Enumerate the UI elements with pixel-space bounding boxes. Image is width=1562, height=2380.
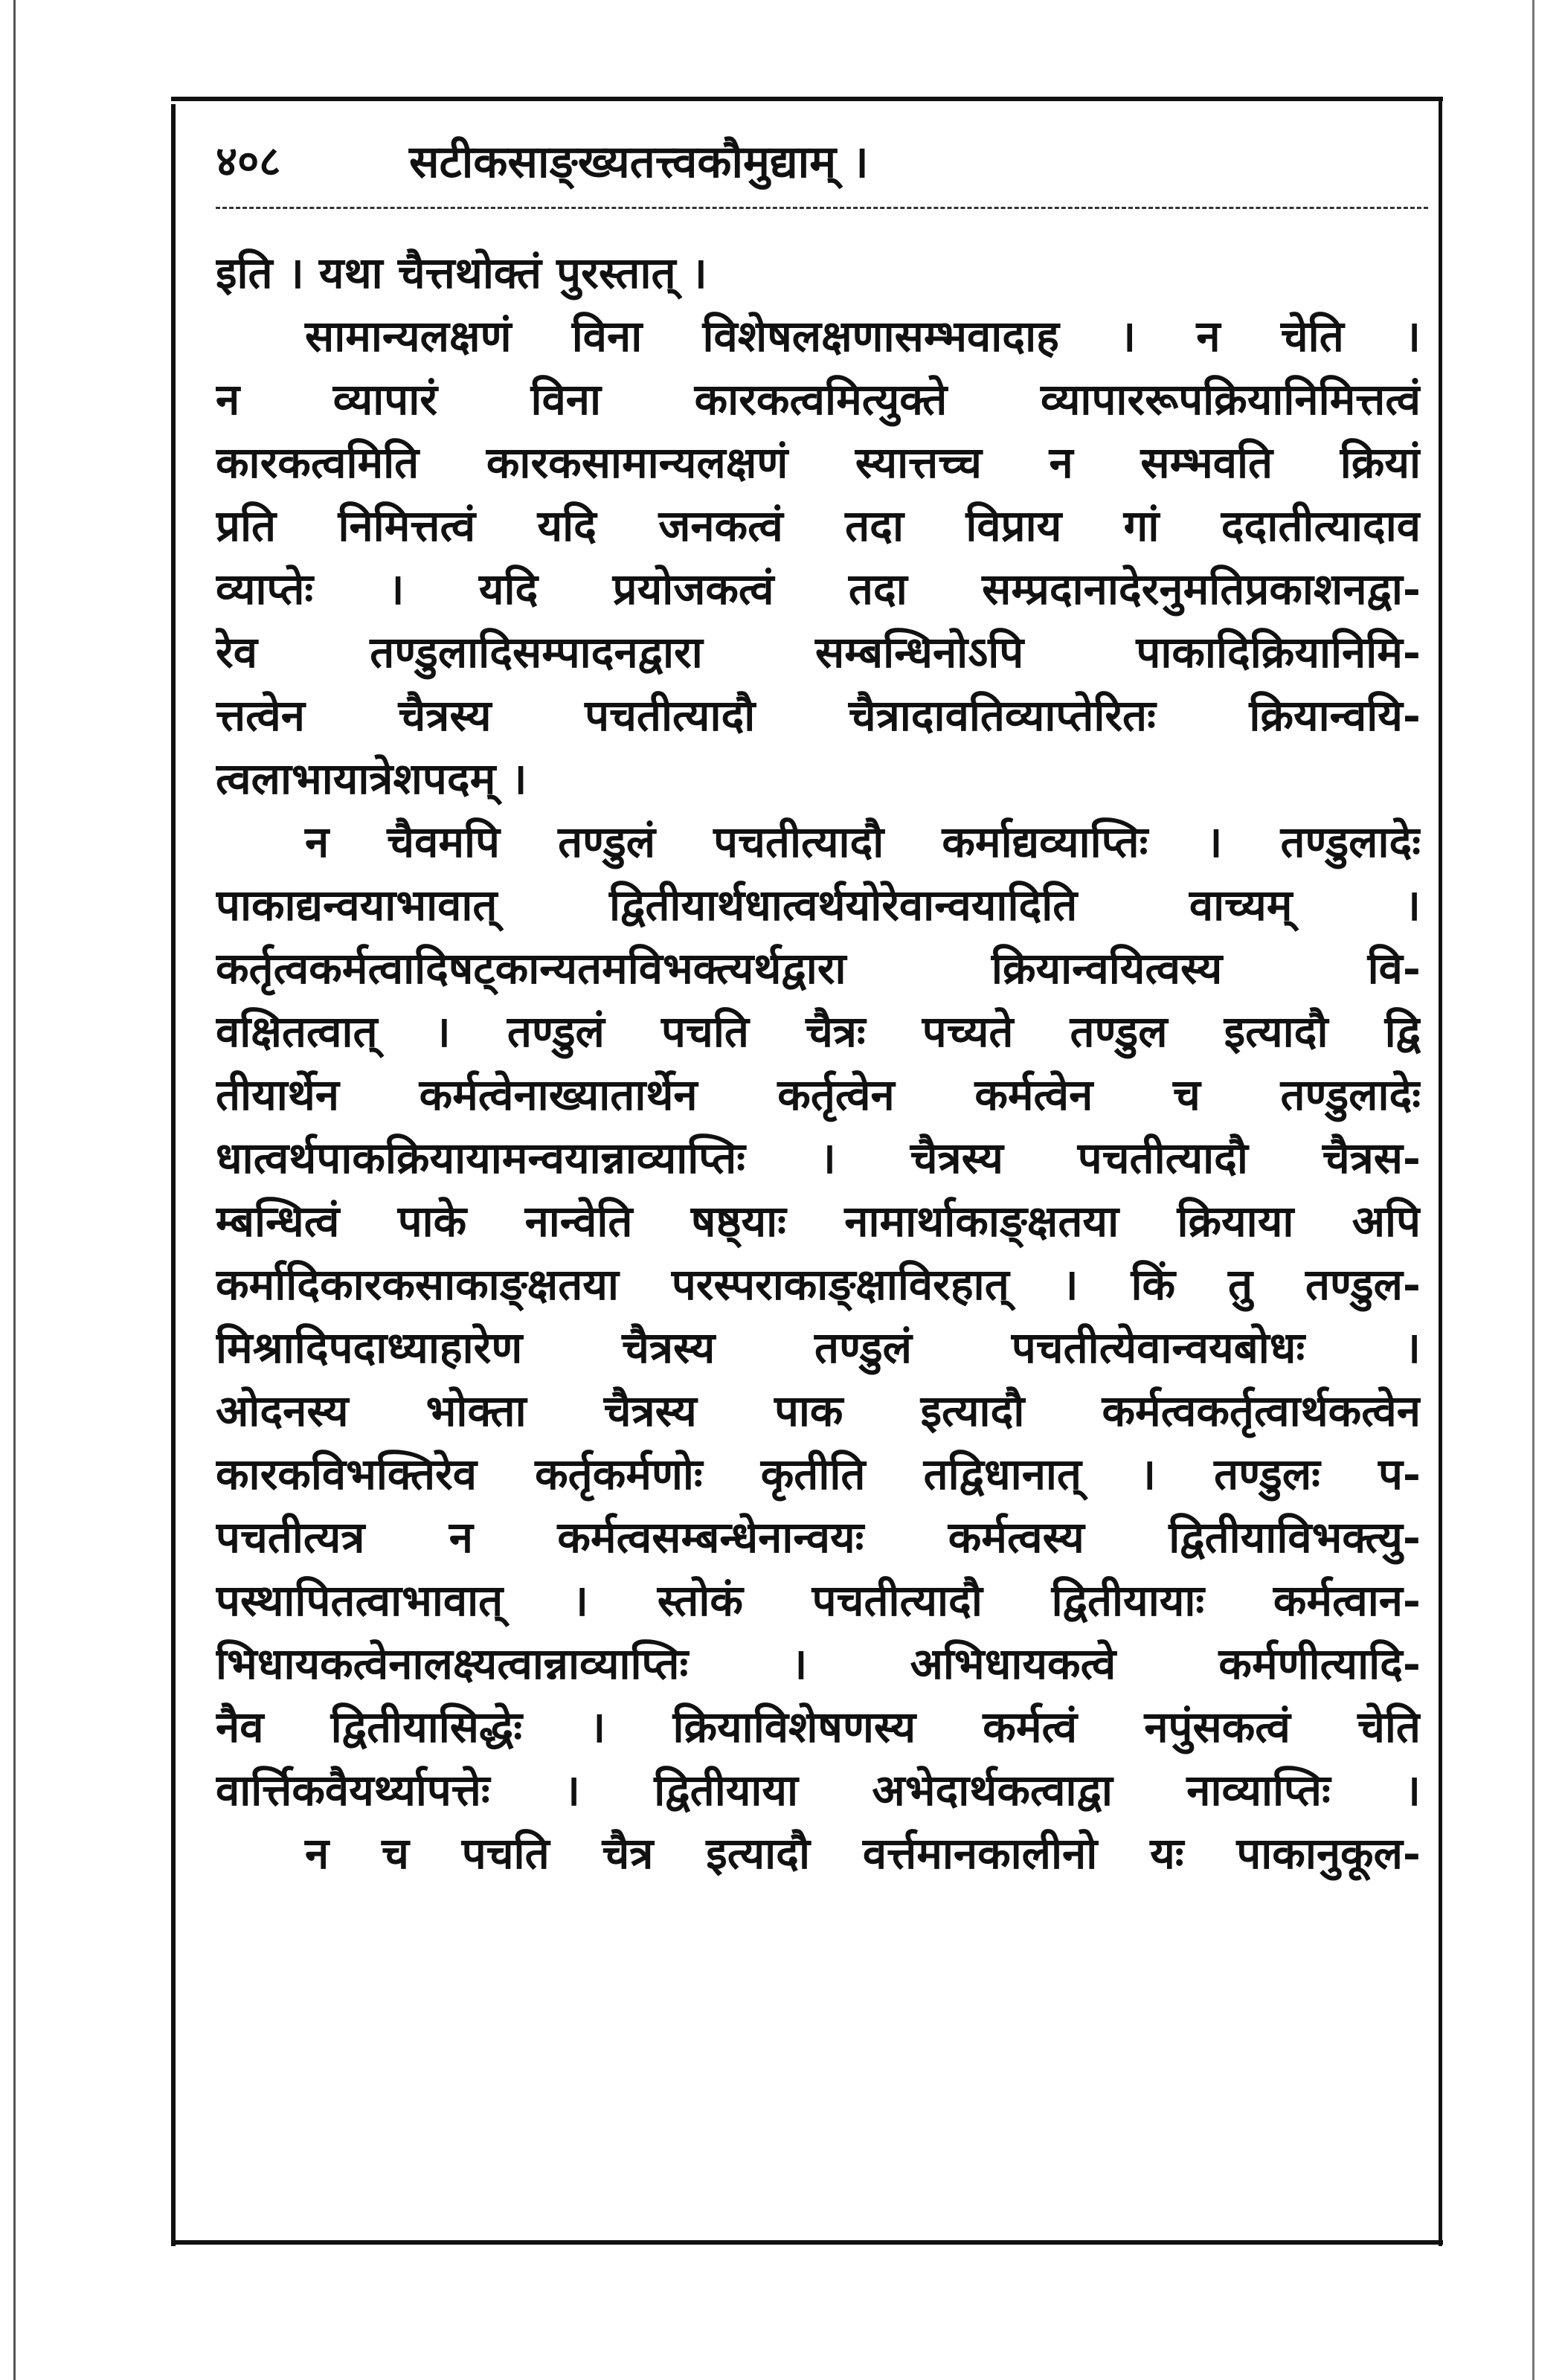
text-line: न व्यापारं विना कारकत्वमित्युक्ते व्यापाररूपक्रियानिमित्तत्वं <box>216 374 1421 425</box>
text-line: ओदनस्य भोक्ता चैत्रस्य पाक इत्यादौ कर्मत्वकर्तृत्वार्थकत्वेन <box>216 1386 1421 1436</box>
header-rule <box>216 207 1428 209</box>
text-line: पचतीत्यत्र न कर्मत्वसम्बन्धेनान्वयः कर्मत्वस्य द्वितीयाविभक्त्यु- <box>216 1512 1421 1563</box>
page-border-bottom <box>171 2240 1443 2245</box>
text-line: इति । यथा चैत्तथोक्तं पुरस्तात् । <box>216 248 707 298</box>
text-line: पाकाद्यन्वयाभावात् द्वितीयार्थधात्वर्थयोरेवान्वयादिति वाच्यम् । <box>216 880 1421 930</box>
text-line: न च पचति चैत्र इत्यादौ वर्त्तमानकालीनो यः पाकानुकूल- <box>305 1828 1421 1879</box>
page-border-left <box>171 104 176 2246</box>
text-line: व्याप्तेः । यदि प्रयोजकत्वं तदा सम्प्रदानादेरनुमतिप्रकाशनद्वा- <box>216 564 1421 614</box>
text-line: वार्त्तिकवैयर्थ्यापत्तेः । द्वितीयाया अभेदार्थकत्वाद्वा नाव्याप्तिः । <box>216 1765 1421 1815</box>
text-line: म्बन्धित्वं पाके नान्वेति षष्ठ्याः नामार्थाकाङ्क्षतया क्रियाया अपि <box>216 1196 1421 1247</box>
text-line: कारकत्वमिति कारकसामान्यलक्षणं स्यात्तच्च न सम्भवति क्रियां <box>216 437 1421 488</box>
text-line: कर्मादिकारकसाकाङ्क्षतया परस्पराकाङ्क्षाविरहात् । किं तु तण्डुल- <box>216 1259 1421 1310</box>
text-line: सामान्यलक्षणं विना विशेषलक्षणासम्भवादाह । न चेति । <box>305 311 1421 361</box>
text-line: त्तत्वेन चैत्रस्य पचतीत्यादौ चैत्रादावतिव्याप्तेरितः क्रियान्वयि- <box>216 690 1421 741</box>
text-line: तीयार्थेन कर्मत्वेनाख्यातार्थेन कर्तृत्वेन कर्मत्वेन च तण्डुलादेः <box>216 1070 1421 1120</box>
text-line: भिधायकत्वेनालक्ष्यत्वान्नाव्याप्तिः । अभिधायकत्वे कर्मणीत्यादि- <box>216 1638 1421 1689</box>
page-number: ४०८ <box>216 137 281 186</box>
text-line: धात्वर्थपाकक्रियायामन्वयान्नाव्याप्तिः । चैत्रस्य पचतीत्यादौ चैत्रस- <box>216 1133 1421 1183</box>
text-line: वक्षितत्वात् । तण्डुलं पचति चैत्रः पच्यते तण्डुल इत्यादौ द्वि <box>216 1006 1421 1057</box>
text-line: नैव द्वितीयासिद्धेः । क्रियाविशेषणस्य कर्मत्वं नपुंसकत्वं चेति <box>216 1702 1421 1752</box>
text-line: मिश्रादिपदाध्याहारेण चैत्रस्य तण्डुलं पचतीत्येवान्वयबोधः । <box>216 1322 1421 1373</box>
text-line: त्वलाभायात्रेशपदम् । <box>216 753 527 804</box>
page-header <box>216 126 1421 193</box>
text-line: रेव तण्डुलादिसम्पादनद्वारा सम्बन्धिनोऽपि पाकादिक्रियानिमि- <box>216 627 1421 678</box>
text-line: प्रति निमित्तत्वं यदि जनकत्वं तदा विप्राय गां ददातीत्यादाव <box>216 501 1421 551</box>
text-line: कारकविभक्तिरेव कर्तृकर्मणोः कृतीति तद्विधानात् । तण्डुलः प- <box>216 1449 1421 1499</box>
page-border-top <box>171 97 1443 101</box>
body-text <box>216 242 1421 2220</box>
page-edge-shadow <box>13 0 16 2380</box>
page-border-right <box>1439 97 1442 2246</box>
page-edge-shadow-right <box>1532 0 1534 2380</box>
text-line: न चैवमपि तण्डुलं पचतीत्यादौ कर्माद्यव्याप्तिः । तण्डुलादेः <box>305 817 1421 867</box>
running-title: सटीकसाङ्ख्यतत्त्वकौमुद्याम् । <box>409 136 869 188</box>
text-line: पस्थापितत्वाभावात् । स्तोकं पचतीत्यादौ द्वितीयायाः कर्मत्वान- <box>216 1575 1421 1626</box>
text-line: कर्तृत्वकर्मत्वादिषट्कान्यतमविभक्त्यर्थद्वारा क्रियान्वयित्वस्य वि- <box>216 943 1421 994</box>
